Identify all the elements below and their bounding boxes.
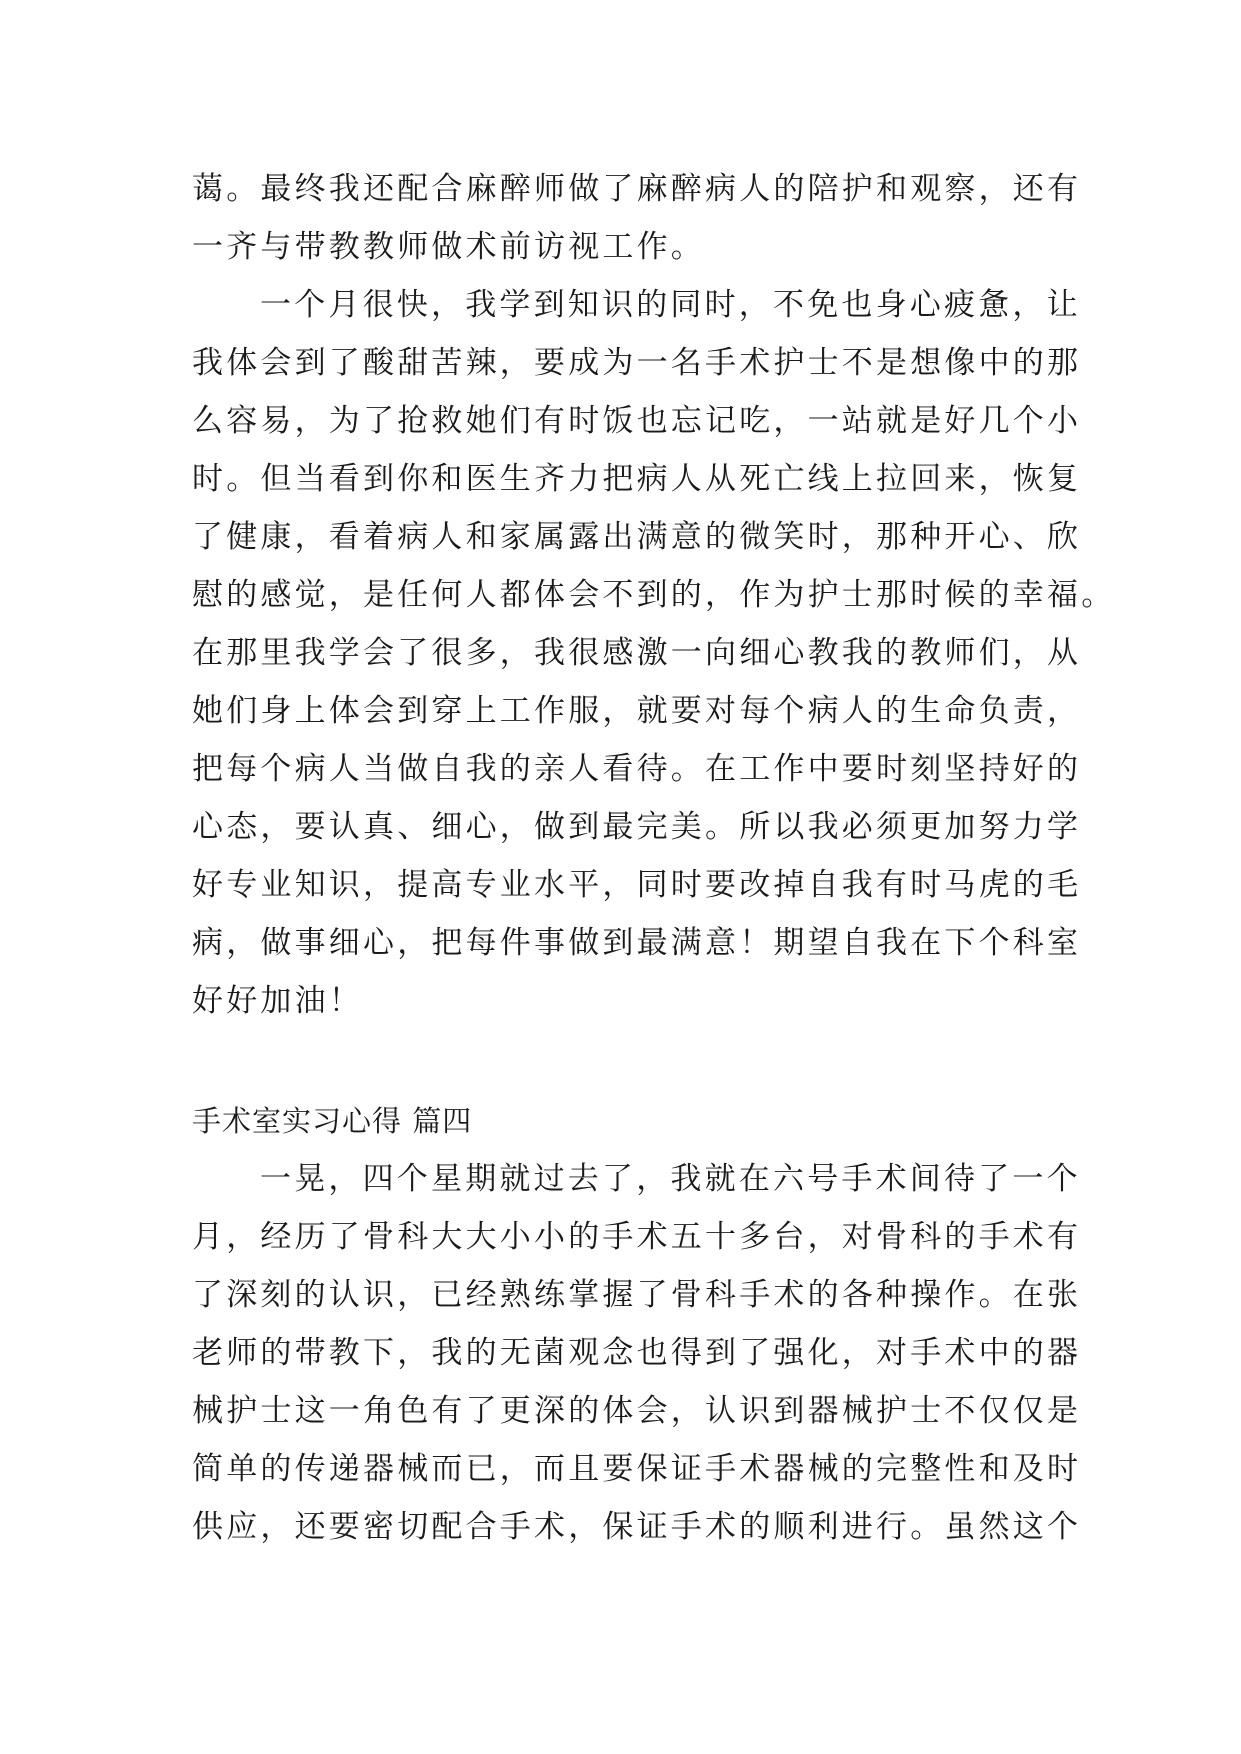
text-line: 一齐与带教教师做术前访视工作。 bbox=[192, 229, 705, 265]
text-line: 病，做事细心，把每件事做到最满意！期望自我在下个科室 bbox=[192, 925, 1082, 961]
text-line: 在那里我学会了很多，我很感激一向细心教我的教师们，从 bbox=[192, 635, 1082, 671]
text-line: 一个月很快，我学到知识的同时，不免也身心疲惫，让 bbox=[260, 287, 1081, 323]
text-line: 了深刻的认识，已经熟练掌握了骨科手术的各种操作。在张 bbox=[192, 1277, 1082, 1313]
text-line: 老师的带教下，我的无菌观念也得到了强化，对手术中的器 bbox=[192, 1335, 1082, 1371]
text-line: 我体会到了酸甜苦辣，要成为一名手术护士不是想像中的那 bbox=[192, 345, 1082, 381]
text-line: 好好加油！ bbox=[192, 983, 363, 1019]
text-line: 供应，还要密切配合手术，保证手术的顺利进行。虽然这个 bbox=[192, 1509, 1082, 1545]
paragraph-reflection bbox=[192, 276, 1116, 1030]
text-line: 把每个病人当做自我的亲人看待。在工作中要时刻坚持好的 bbox=[192, 751, 1082, 787]
text-line: 心态，要认真、细心，做到最完美。所以我必须更加努力学 bbox=[192, 809, 1082, 845]
text-line: 械护士这一角色有了更深的体会，认识到器械护士不仅仅是 bbox=[192, 1393, 1082, 1429]
text-line: 蔼。最终我还配合麻醉师做了麻醉病人的陪护和观察，还有 bbox=[192, 171, 1082, 207]
section-heading: 手术室实习心得 篇四 bbox=[192, 1104, 473, 1138]
text-line: 慰的感觉，是任何人都体会不到的，作为护士那时候的幸福。 bbox=[192, 577, 1116, 613]
text-line: 了健康，看着病人和家属露出满意的微笑时，那种开心、欣 bbox=[192, 519, 1082, 555]
text-line: 她们身上体会到穿上工作服，就要对每个病人的生命负责， bbox=[192, 693, 1082, 729]
text-line: 时。但当看到你和医生齐力把病人从死亡线上拉回来，恢复 bbox=[192, 461, 1082, 497]
text-line: 一晃，四个星期就过去了，我就在六号手术间待了一个 bbox=[260, 1161, 1081, 1197]
text-line: 简单的传递器械而已，而且要保证手术器械的完整性和及时 bbox=[192, 1451, 1082, 1487]
paragraph-continued bbox=[192, 160, 1082, 276]
paragraph-part-four bbox=[192, 1150, 1082, 1556]
text-line: 好专业知识，提高专业水平，同时要改掉自我有时马虎的毛 bbox=[192, 867, 1082, 903]
document-body bbox=[192, 160, 1116, 1556]
text-line: 月，经历了骨科大大小小的手术五十多台，对骨科的手术有 bbox=[192, 1219, 1082, 1255]
text-line: 么容易，为了抢救她们有时饭也忘记吃，一站就是好几个小 bbox=[192, 403, 1082, 439]
